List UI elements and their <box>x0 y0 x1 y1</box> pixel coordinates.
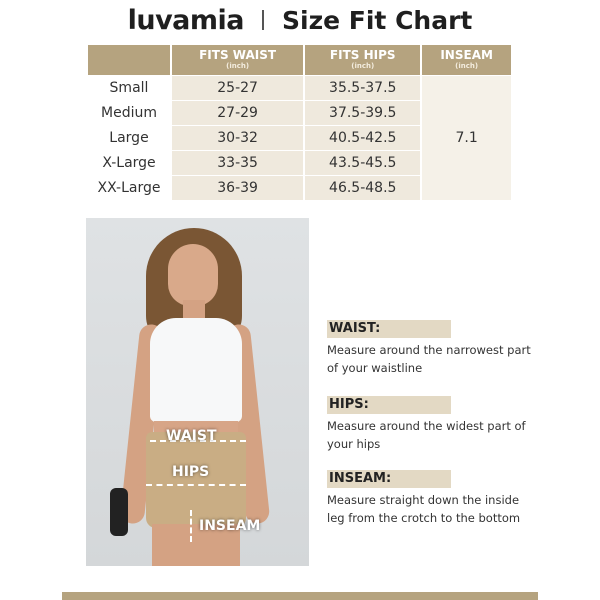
measure-label: HIPS: <box>327 396 451 414</box>
column-unit: (inch) <box>351 62 375 70</box>
column-header-hips <box>305 45 422 75</box>
page-title: Size Fit Chart <box>282 5 473 35</box>
table-header-row <box>88 45 511 75</box>
waist-value: 36-39 <box>172 175 305 200</box>
hips-measure-line <box>146 484 246 486</box>
model-tank-top <box>150 318 242 422</box>
brand-logo: luvamia <box>127 4 244 36</box>
measure-description: Measure around the narrowest part of your waistline <box>327 343 531 375</box>
measure-description: Measure straight down the inside leg from the crotch to the bottom <box>327 493 521 525</box>
size-label: Medium <box>88 100 172 125</box>
waist-value: 27-29 <box>172 100 305 125</box>
table-corner-cell <box>88 45 172 75</box>
column-label: FITS HIPS <box>329 48 396 62</box>
model-face <box>168 244 218 306</box>
size-label: Large <box>88 125 172 150</box>
hips-value: 43.5-45.5 <box>305 150 422 175</box>
footer-bar <box>62 592 538 600</box>
table-row <box>88 75 511 100</box>
measure-waist <box>327 320 537 377</box>
hips-value: 37.5-39.5 <box>305 100 422 125</box>
column-header-inseam <box>422 45 511 75</box>
hips-value: 40.5-42.5 <box>305 125 422 150</box>
header <box>0 0 600 40</box>
size-label: XX-Large <box>88 175 172 200</box>
column-label: FITS WAIST <box>199 48 277 62</box>
column-unit: (inch) <box>455 62 479 70</box>
model-handbag <box>110 488 128 536</box>
inseam-measure-line <box>190 510 192 542</box>
size-label: Small <box>88 75 172 100</box>
size-label: X-Large <box>88 150 172 175</box>
waist-value: 25-27 <box>172 75 305 100</box>
hips-value: 35.5-37.5 <box>305 75 422 100</box>
model-photo <box>86 218 309 566</box>
size-table <box>88 45 511 200</box>
waist-value: 33-35 <box>172 150 305 175</box>
overlay-waist-label: WAIST <box>166 428 217 444</box>
overlay-inseam-label: INSEAM <box>199 518 261 534</box>
measure-label: INSEAM: <box>327 470 451 488</box>
column-header-waist <box>172 45 305 75</box>
inseam-value: 7.1 <box>422 75 511 200</box>
model-shorts <box>146 432 246 528</box>
measure-description: Measure around the widest part of your hips <box>327 419 526 451</box>
header-divider <box>262 10 264 30</box>
column-label: INSEAM <box>440 48 493 62</box>
column-unit: (inch) <box>226 62 250 70</box>
hips-value: 46.5-48.5 <box>305 175 422 200</box>
measure-label: WAIST: <box>327 320 451 338</box>
measure-hips <box>327 396 537 453</box>
measure-inseam <box>327 470 537 527</box>
waist-value: 30-32 <box>172 125 305 150</box>
overlay-hips-label: HIPS <box>172 464 210 480</box>
